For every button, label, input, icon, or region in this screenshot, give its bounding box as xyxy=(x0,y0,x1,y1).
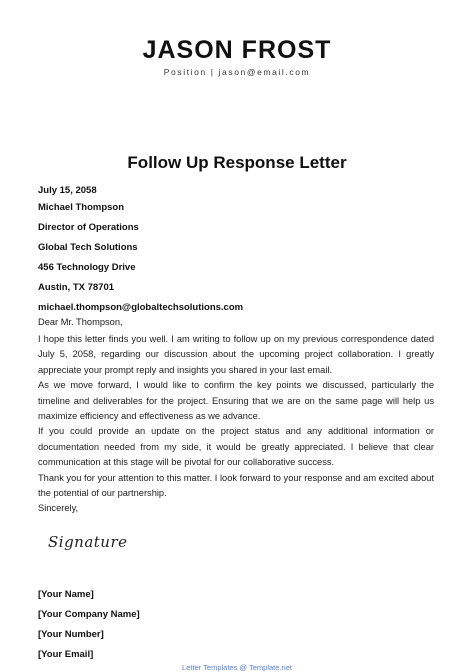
signature: Signature xyxy=(48,533,128,551)
recipient-company: Global Tech Solutions xyxy=(38,242,138,253)
sender-field-name: [Your Name] xyxy=(38,589,94,600)
template-footer-link[interactable]: Letter Templates @ Template.net xyxy=(182,663,292,672)
sender-field-company: [Your Company Name] xyxy=(38,609,140,620)
recipient-name: Michael Thompson xyxy=(38,202,125,213)
sender-field-email: [Your Email] xyxy=(38,649,94,660)
sender-name-heading: JASON FROST xyxy=(142,36,332,64)
body-paragraph: As we move forward, I would like to confirm the key points we discussed, particularly the timeline and deliverables for the project. Ensuring that we are on the same page will help us maximize efficiency and effectiveness as we advance. xyxy=(38,380,434,422)
sender-field-number: [Your Number] xyxy=(38,629,104,640)
sender-contact-line: Position | jason@email.com xyxy=(163,67,311,77)
letter-date: July 15, 2058 xyxy=(38,185,97,196)
recipient-email: michael.thompson@globaltechsolutions.com xyxy=(38,302,244,313)
recipient-street: 456 Technology Drive xyxy=(38,262,136,273)
body-paragraph: I hope this letter finds you well. I am writing to follow up on my previous correspondence dated July 5, 2058, regarding our discussion about the upcoming project collaboration. I greatly appreciate your prompt reply and insights you shared in your last email. xyxy=(38,334,434,375)
recipient-title: Director of Operations xyxy=(38,222,139,233)
letter-body xyxy=(38,332,434,501)
body-paragraph: If you could provide an update on the project status and any additional information or documentation needed from my side, it would be greatly appreciated. I believe that clear communication at this stage will be pivotal for our collaborative success. xyxy=(38,426,434,468)
letter-title: Follow Up Response Letter xyxy=(127,153,347,172)
salutation: Dear Mr. Thompson, xyxy=(38,317,123,327)
recipient-city: Austin, TX 78701 xyxy=(38,282,115,293)
body-paragraph: Thank you for your attention to this matter. I look forward to your response and am excited about the potential of our partnership. xyxy=(38,472,434,499)
closing: Sincerely, xyxy=(38,503,79,513)
